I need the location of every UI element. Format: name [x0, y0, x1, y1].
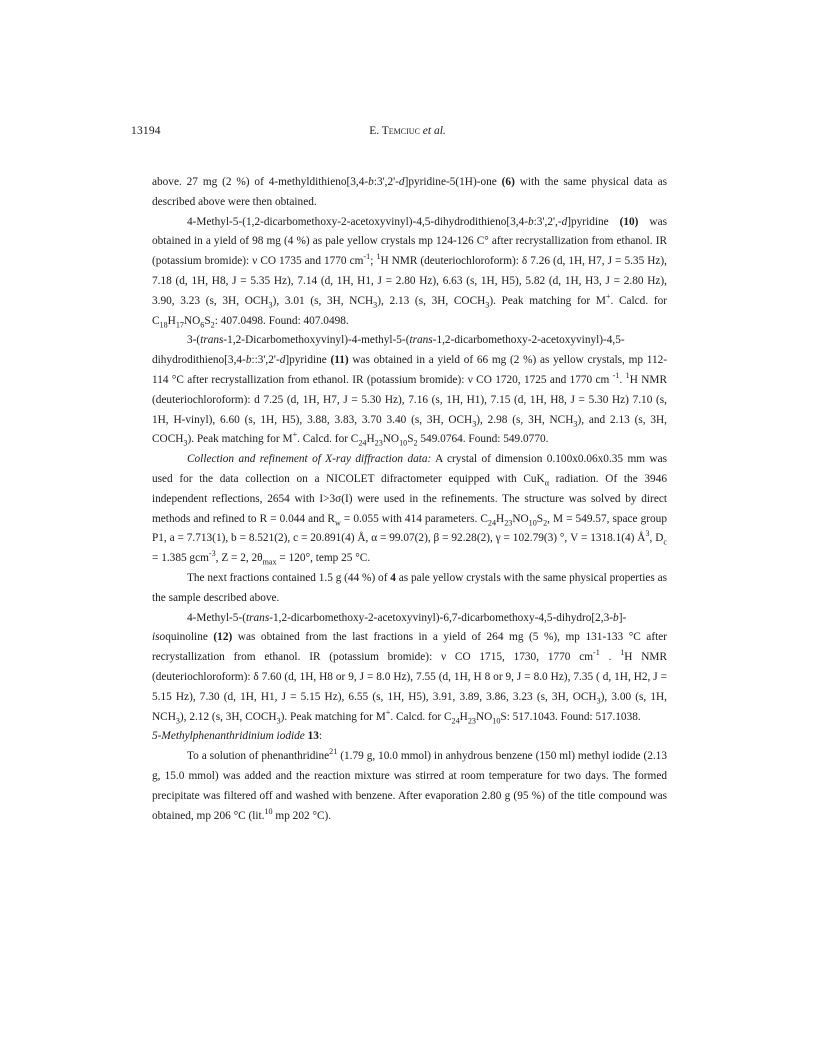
- paragraph-compound-13: To a solution of phenanthridine$^{21}$ (1.79 g, 10.0 mmol) in anhydrous benzene (150 ml) methyl iodide (2.13 g, 15.0 mmol) was added and the reaction mixture was stirred at room temperature for two days. The formed precipitate was filtered off and washed with benzene. After evaporation 2.80 g (95 %) of the title compound was obtained, mp 206 °C (lit.$^{10}$ mp 202 °C).: [152, 747, 667, 822]
- section-heading-compound-13: 5-Methylphenanthridinium iodide 13:: [152, 730, 323, 743]
- paragraph-fractions: The next fractions contained 1.5 g (44 %) of 4 as pale yellow crystals with the same physical properties as the sample described above.: [152, 571, 667, 604]
- paragraph-compound-10: 4-Methyl-5-(1,2-dicarbomethoxy-2-acetoxyvinyl)-4,5-dihydrodithieno[3,4-b:3',2',-d]pyridine (10) was obtained in a yield of 98 mg (4 %) as pale yellow crystals mp 124-126 C° after recrystallization from ethanol. IR (potassium bromide): ν CO 1735 and 1770 $cm^{-1}$; $^1$H NMR (deuteriochloroform): δ 7.26 (d, 1H, H7, J = 5.35 Hz), 7.18 (d, 1H, H8, J = 5.35 Hz), 7.14 (d, 1H, H1, J = 2.80 Hz), 6.63 (s, 1H, H5), 5.82 (d, 1H, H3, J = 2.80 Hz), 3.90, 3.23 (s, 3H, $OCH_3$), 3.01 (s, 3H, $NCH_3$), 2.13 (s, 3H, $COCH_3$). Peak matching for M+. Calcd. for $C_{18}H_{17}NO_6S_2$: 407.0498. Found: 407.0498.: [152, 215, 668, 329]
- paragraph-xray: Collection and refinement of X-ray diffraction data: A crystal of dimension 0.100x0.06x0.35 mm was used for the data collection on a NICOLET difractometer equipped with CuK$_\alpha$ radiation. Of the 3946 independent reflections, 2654 with I>3σ(I) were used in the refinements. The structure was solved by direct methods and refined to R = 0.044 and $R_w = 0.055$ with 414 parameters. $C_{24}H_{23}NO_{10}S_2$, M = 549.57, space group P1, a = 7.713(1), b = 8.521(2), c = 20.891(4) Å, α = 99.07(2), β = 92.28(2), γ = 102.79(3) °, V = 1318.1(4) $Å^3$, $D_c = 1.385$ gcm$^{-3}$, Z = 2, $2\theta_{max} = 120^\circ$, temp 25 °C.: [152, 453, 667, 567]
- running-head-author: E. Temciuc: [369, 125, 420, 137]
- paragraph-compound-11: 3-(trans-1,2-Dicarbomethoxyvinyl)-4-methyl-5-(trans-1,2-dicarbomethoxy-2-acetoxyvinyl)-4,5-dihydrodithieno[3,4-b::3',2'-d]pyridine (11) was obtained in a yield of 66 mg (2 %) as yellow crystals, mp 112-114 °C after recrystallization from ethanol. IR (potassium bromide): ν CO 1720, 1725 and 1770 cm $^{-1}$. $^1$H NMR (deuteriochloroform): d 7.25 (d, 1H, H7, J = 5.30 Hz), 7.16 (s, 1H, H1), 7.15 (d, 1H, H8, J = 5.30 Hz) 7.10 (s, 1H, H-vinyl), 6.60 (s, 1H, H5), 3.88, 3.83, 3.70 3.40 (s, 3H, $OCH_3$), 2.98 (s, 3H, $NCH_3$), and 2.13 (s, 3H, $COCH_3$). Peak matching for M+. Calcd. for $C_{24}H_{23}NO_{10}S_2$ 549.0764. Found: 549.0770.: [152, 334, 668, 448]
- body-text: [152, 173, 667, 826]
- running-head: [0, 125, 815, 137]
- paragraph-continuation: above. 27 mg (2 %) of 4-methyldithieno[3,4-b:3',2'-d]pyridine-5(1H)-one (6) with the same physical data as described above were then obtained.: [152, 176, 667, 208]
- paragraph-compound-12: 4-Methyl-5-(trans-1,2-dicarbomethoxy-2-acetoxyvinyl)-6,7-dicarbomethoxy-4,5-dihydro[2,3-b]-isoquinoline (12) was obtained from the last fractions in a yield of 264 mg (5 %), mp 131-133 °C after recrystallization from ethanol. IR (potassium bromide): ν CO 1715, 1730, 1770 $cm^{-1}$ . $^1$H NMR (deuteriochloroform): δ 7.60 (d, 1H, H8 or 9, J = 8.0 Hz), 7.55 (d, 1H, H 8 or 9, J = 8.0 Hz), 7.35 ( d, 1H, H2, J = 5.15 Hz), 7.30 (d, 1H, H1, J = 5.15 Hz), 6.55 (s, 1H, H5), 3.91, 3.89, 3.86, 3.23 (s, 3H, $OCH_3$), 3.00 (s, 1H, $NCH_3$), 2.12 (s, 3H, $COCH_3$). Peak matching for M+. Calcd. for $C_{24}H_{23}NO_{10}S$: 517.1043. Found: 517.1038.: [152, 611, 667, 725]
- page-number: 13194: [131, 125, 161, 137]
- running-head-etal: et al.: [422, 125, 446, 137]
